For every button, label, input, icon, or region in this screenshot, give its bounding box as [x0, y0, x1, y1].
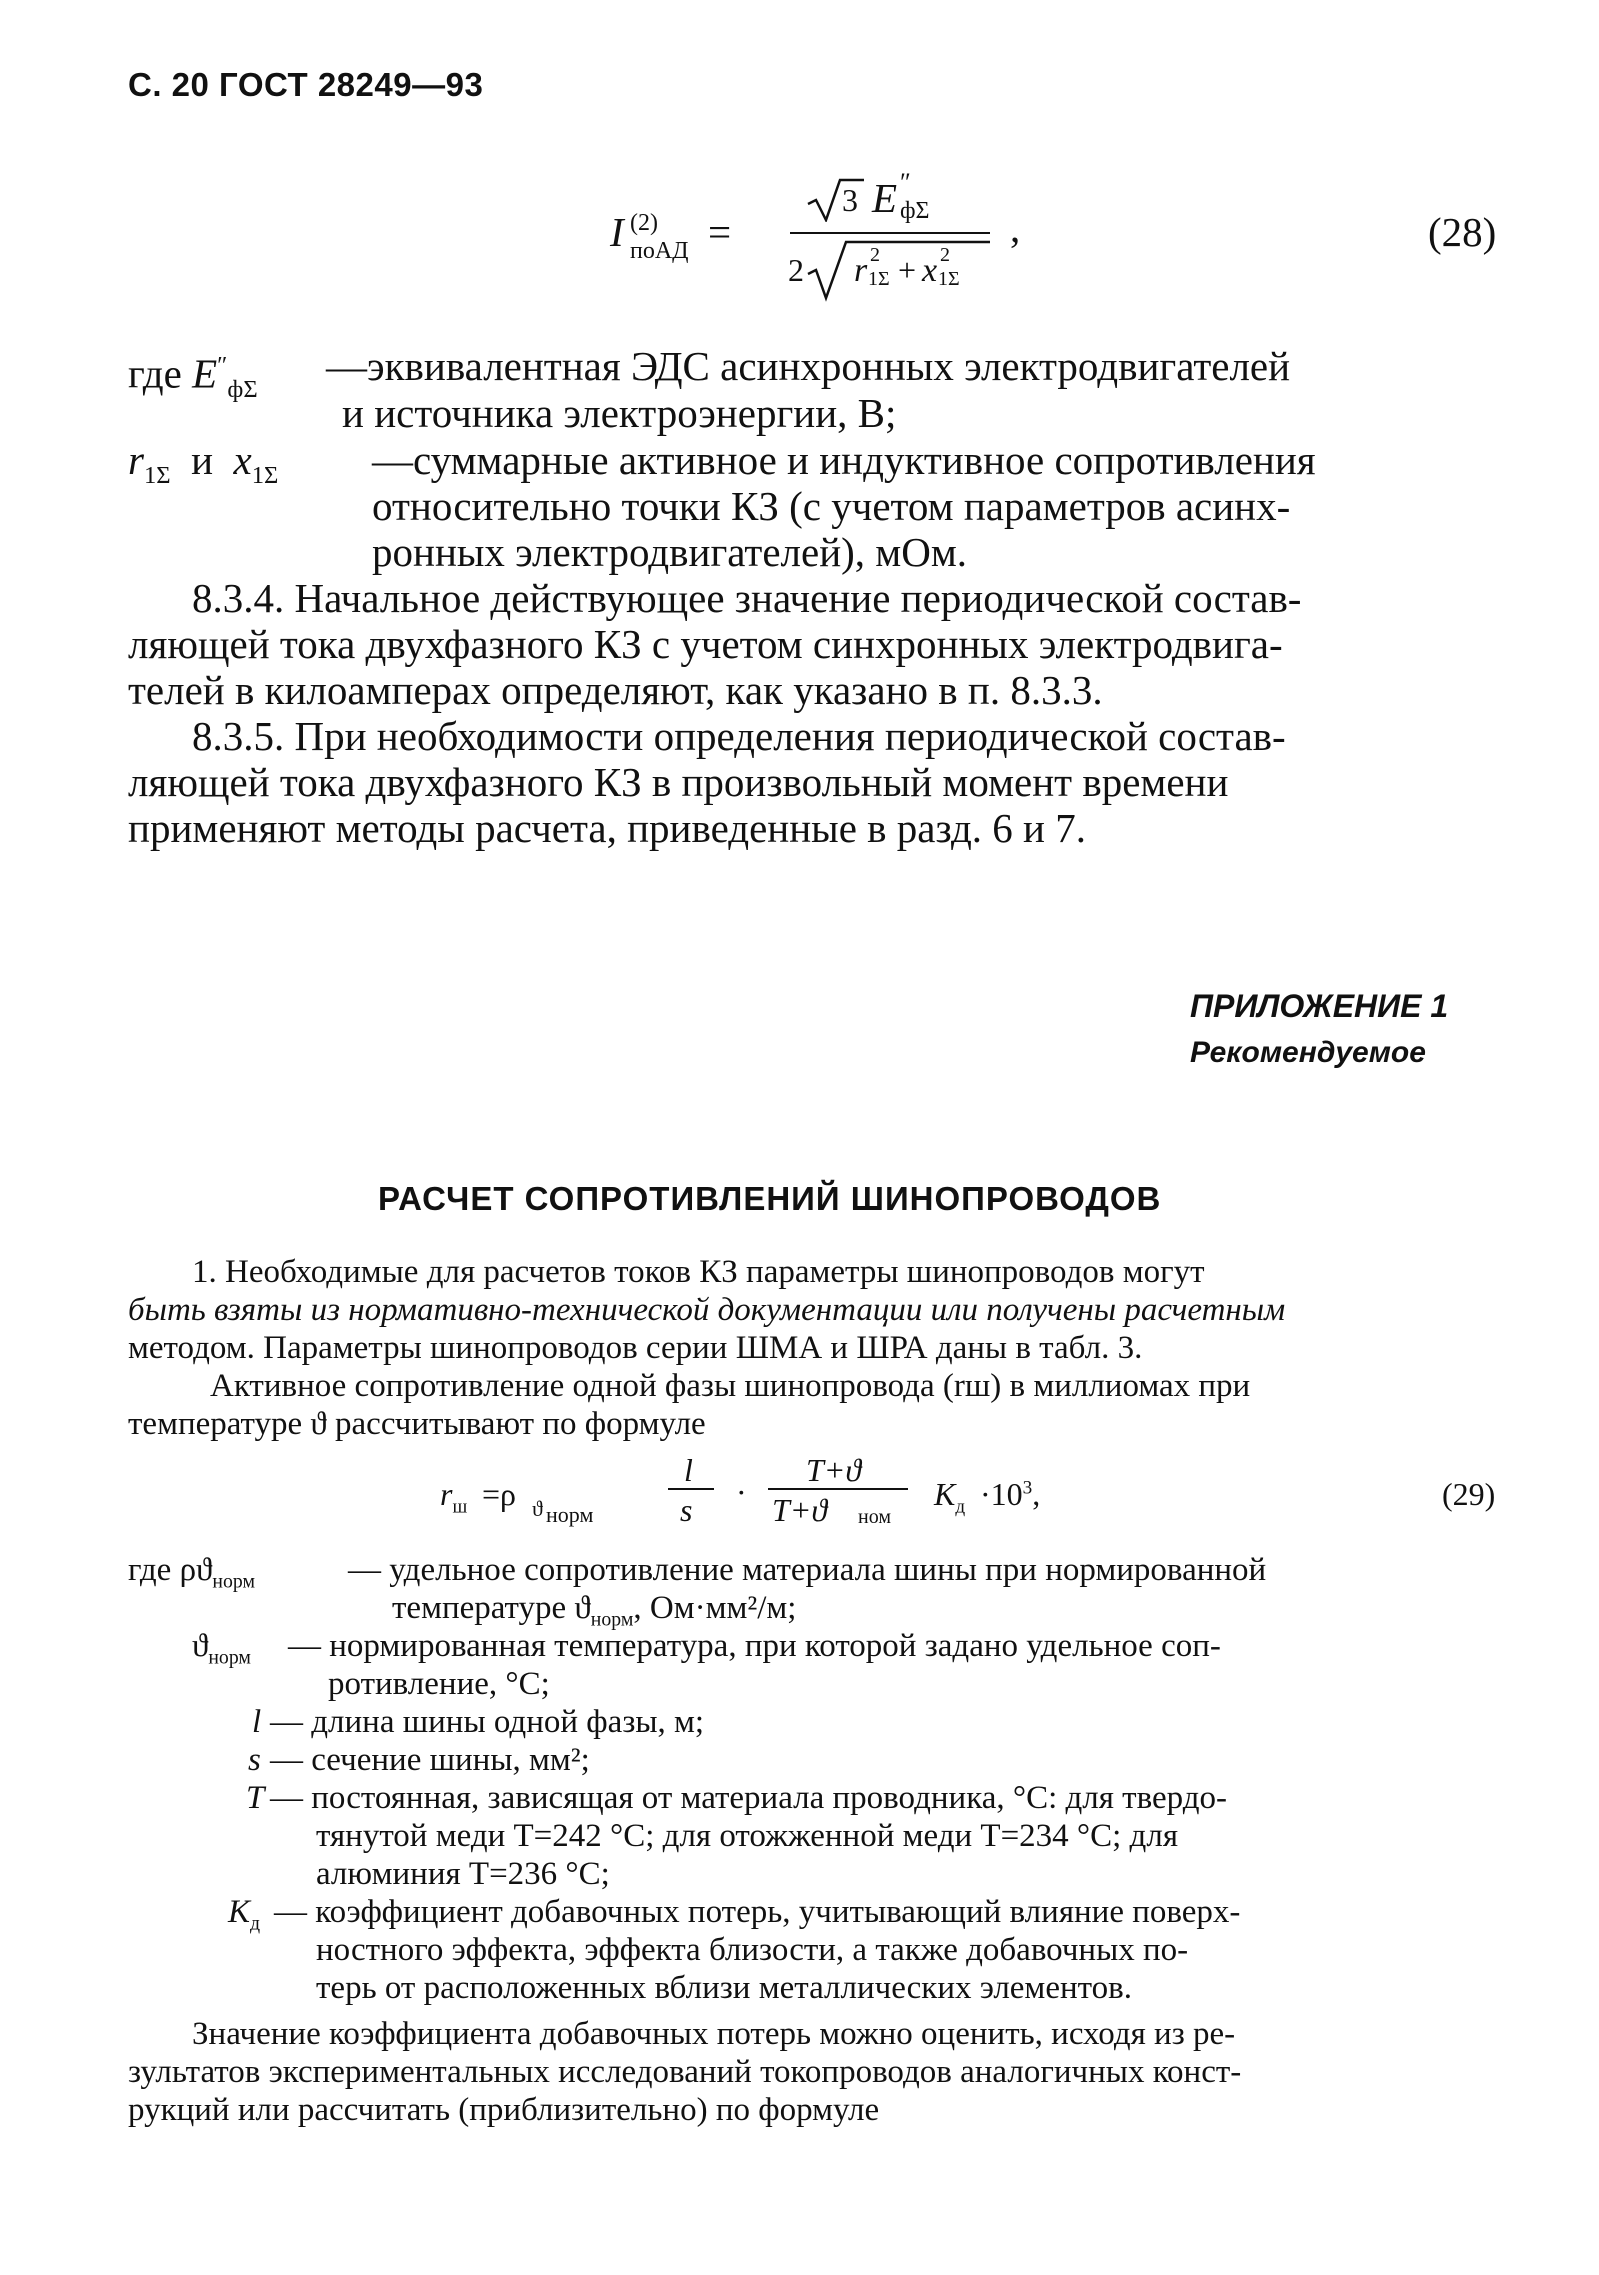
p1-line4: Активное сопротивление одной фазы шинопровода (rш) в миллиомах при [210, 1368, 1251, 1404]
formula-29-frac2-den: T+ϑ [772, 1492, 828, 1528]
formula-28-den-r-sup: 2 [870, 244, 880, 266]
formula-29-dot: · [736, 1474, 747, 1510]
p834-line1: 8.3.4. Начальное действующее значение периодической состав- [192, 575, 1302, 621]
formula-28-lhs: I [610, 209, 624, 255]
p1-line5: температуре ϑ рассчитывают по формуле [128, 1406, 706, 1442]
formula-28-den-x: x [922, 252, 938, 289]
def-t-line2: тянутой меди T=242 °С; для отожженной меди T=234 °С; для [316, 1818, 1178, 1854]
p834-line2: ляющей тока двухфазного КЗ с учетом синхронных электродвига- [128, 621, 1283, 667]
def-l-label: l [252, 1704, 262, 1740]
def-k-label: $K_д$ [228, 1894, 261, 1935]
formula-29 [440, 1452, 1520, 1542]
def-k-line1: — коэффициент добавочных потерь, учитывающий влияние поверх- [274, 1894, 1241, 1930]
def-s-label: s [248, 1742, 261, 1778]
formula-29-frac1-num: l [684, 1452, 693, 1488]
def-k-line3: терь от расположенных вблизи металлических элементов. [316, 1970, 1132, 2006]
p1-line2: быть взяты из нормативно-технической документации или получены расчетным [128, 1292, 1286, 1328]
p1-line3: методом. Параметры шинопроводов серии ШМА и ШРА даны в табл. 3. [128, 1330, 1143, 1366]
formula-28 [610, 160, 1497, 330]
p834-line3: телей в килоамперах определяют, как указано в п. 8.3.3. [128, 667, 1103, 713]
formula-28-num-sqrt: 3 [842, 182, 858, 218]
def-e-label: где $E''_{ф\Sigma}$ [128, 350, 258, 403]
def-rx-text-line3: ронных электродвигателей), мОм. [372, 529, 968, 575]
formula-29-frac2-den-sub: ном [858, 1506, 891, 1528]
p835-line2: ляющей тока двухфазного КЗ в произвольный момент времени [128, 759, 1229, 805]
page-header: С. 20 ГОСТ 28249—93 [128, 66, 484, 103]
def-rho-label: где $\rho ϑ_{норм}$ [128, 1552, 255, 1593]
def-rx-text-line1: —суммарные активное и индуктивное сопротивления [372, 437, 1316, 483]
def-e-text-line2: и источника электроэнергии, В; [342, 390, 897, 436]
final-line2: зультатов экспериментальных исследований токопроводов аналогичных конст- [128, 2054, 1242, 2090]
def-rx-label: $r_{1\Sigma}$ и $x_{1\Sigma}$ [128, 437, 279, 490]
def-rho-line2: температуре $ϑ_{норм}$, Ом·мм²/м; [392, 1590, 797, 1631]
formula-28-den-r-sub: 1Σ [868, 268, 890, 290]
formula-28-num-prime: ″ [900, 168, 911, 197]
def-t-line1: — постоянная, зависящая от материала проводника, °С: для твердо- [270, 1780, 1227, 1816]
def-theta-label: $ϑ_{норм}$ [192, 1628, 251, 1669]
formula-28-lhs-sub: поАД [630, 238, 689, 264]
def-k-line2: ностного эффекта, эффекта близости, а также добавочных по- [316, 1932, 1189, 1968]
formula-29-frac2-line [768, 1488, 908, 1490]
formula-29-lhs: $r_ш$ [440, 1476, 468, 1518]
final-line3: рукций или рассчитать (приблизительно) по формуле [128, 2092, 880, 2128]
def-theta-line1: — нормированная температура, при которой задано удельное соп- [288, 1628, 1221, 1664]
formula-28-fraction-line [790, 232, 990, 234]
formula-29-rho: =ρ [482, 1476, 517, 1512]
def-e-text-line1: —эквивалентная ЭДС асинхронных электродвигателей [326, 343, 1291, 389]
formula-29-frac1-den: s [680, 1492, 693, 1528]
def-t-label: T [246, 1780, 265, 1816]
formula-28-equals: = [708, 209, 732, 255]
formula-28-number: (28) [1428, 209, 1497, 255]
formula-28-comma: , [1010, 205, 1021, 251]
section-title: РАСЧЕТ СОПРОТИВЛЕНИЙ ШИНОПРОВОДОВ [378, 1180, 1162, 1217]
final-line1: Значение коэффициента добавочных потерь можно оценить, исходя из ре- [192, 2016, 1236, 2052]
appendix-status: Рекомендуемое [1190, 1036, 1426, 1069]
formula-29-frac2-num: T+ϑ [806, 1452, 862, 1488]
formula-28-den-x-sub: 1Σ [938, 268, 960, 290]
def-t-line3: алюминия T=236 °С; [316, 1856, 610, 1892]
formula-28-num-e: E [872, 175, 898, 221]
def-l-line1: — длина шины одной фазы, м; [270, 1704, 705, 1740]
p1-line1: 1. Необходимые для расчетов токов КЗ параметры шинопроводов могут [192, 1254, 1205, 1290]
formula-29-rho-sub: ϑ [532, 1496, 543, 1521]
formula-28-num-sub: фΣ [900, 198, 930, 224]
formula-28-lhs-sup: (2) [630, 210, 658, 236]
formula-28-den-two: 2 [788, 252, 804, 288]
def-rx-text-line2: относительно точки КЗ (с учетом параметров асинх- [372, 483, 1291, 529]
formula-28-den-x-sup: 2 [940, 244, 950, 266]
formula-28-den-r: r [854, 252, 868, 289]
formula-29-rho-subsub: норм [546, 1502, 594, 1527]
p835-line3: применяют методы расчета, приведенные в разд. 6 и 7. [128, 805, 1086, 851]
appendix-label: ПРИЛОЖЕНИЕ 1 [1190, 988, 1449, 1024]
formula-29-k: $K_д$ [934, 1476, 966, 1518]
def-s-line1: — сечение шины, мм²; [270, 1742, 590, 1778]
def-theta-line2: ротивление, °С; [328, 1666, 550, 1702]
formula-29-number: (29) [1442, 1476, 1496, 1512]
def-rho-line1: — удельное сопротивление материала шины при нормированной [348, 1552, 1267, 1588]
p835-line1: 8.3.5. При необходимости определения периодической состав- [192, 713, 1286, 759]
formula-28-den-plus: + [898, 252, 917, 288]
formula-29-tail: $\cdot 10^3$, [980, 1476, 1041, 1512]
formula-29-frac1-line [668, 1488, 714, 1490]
